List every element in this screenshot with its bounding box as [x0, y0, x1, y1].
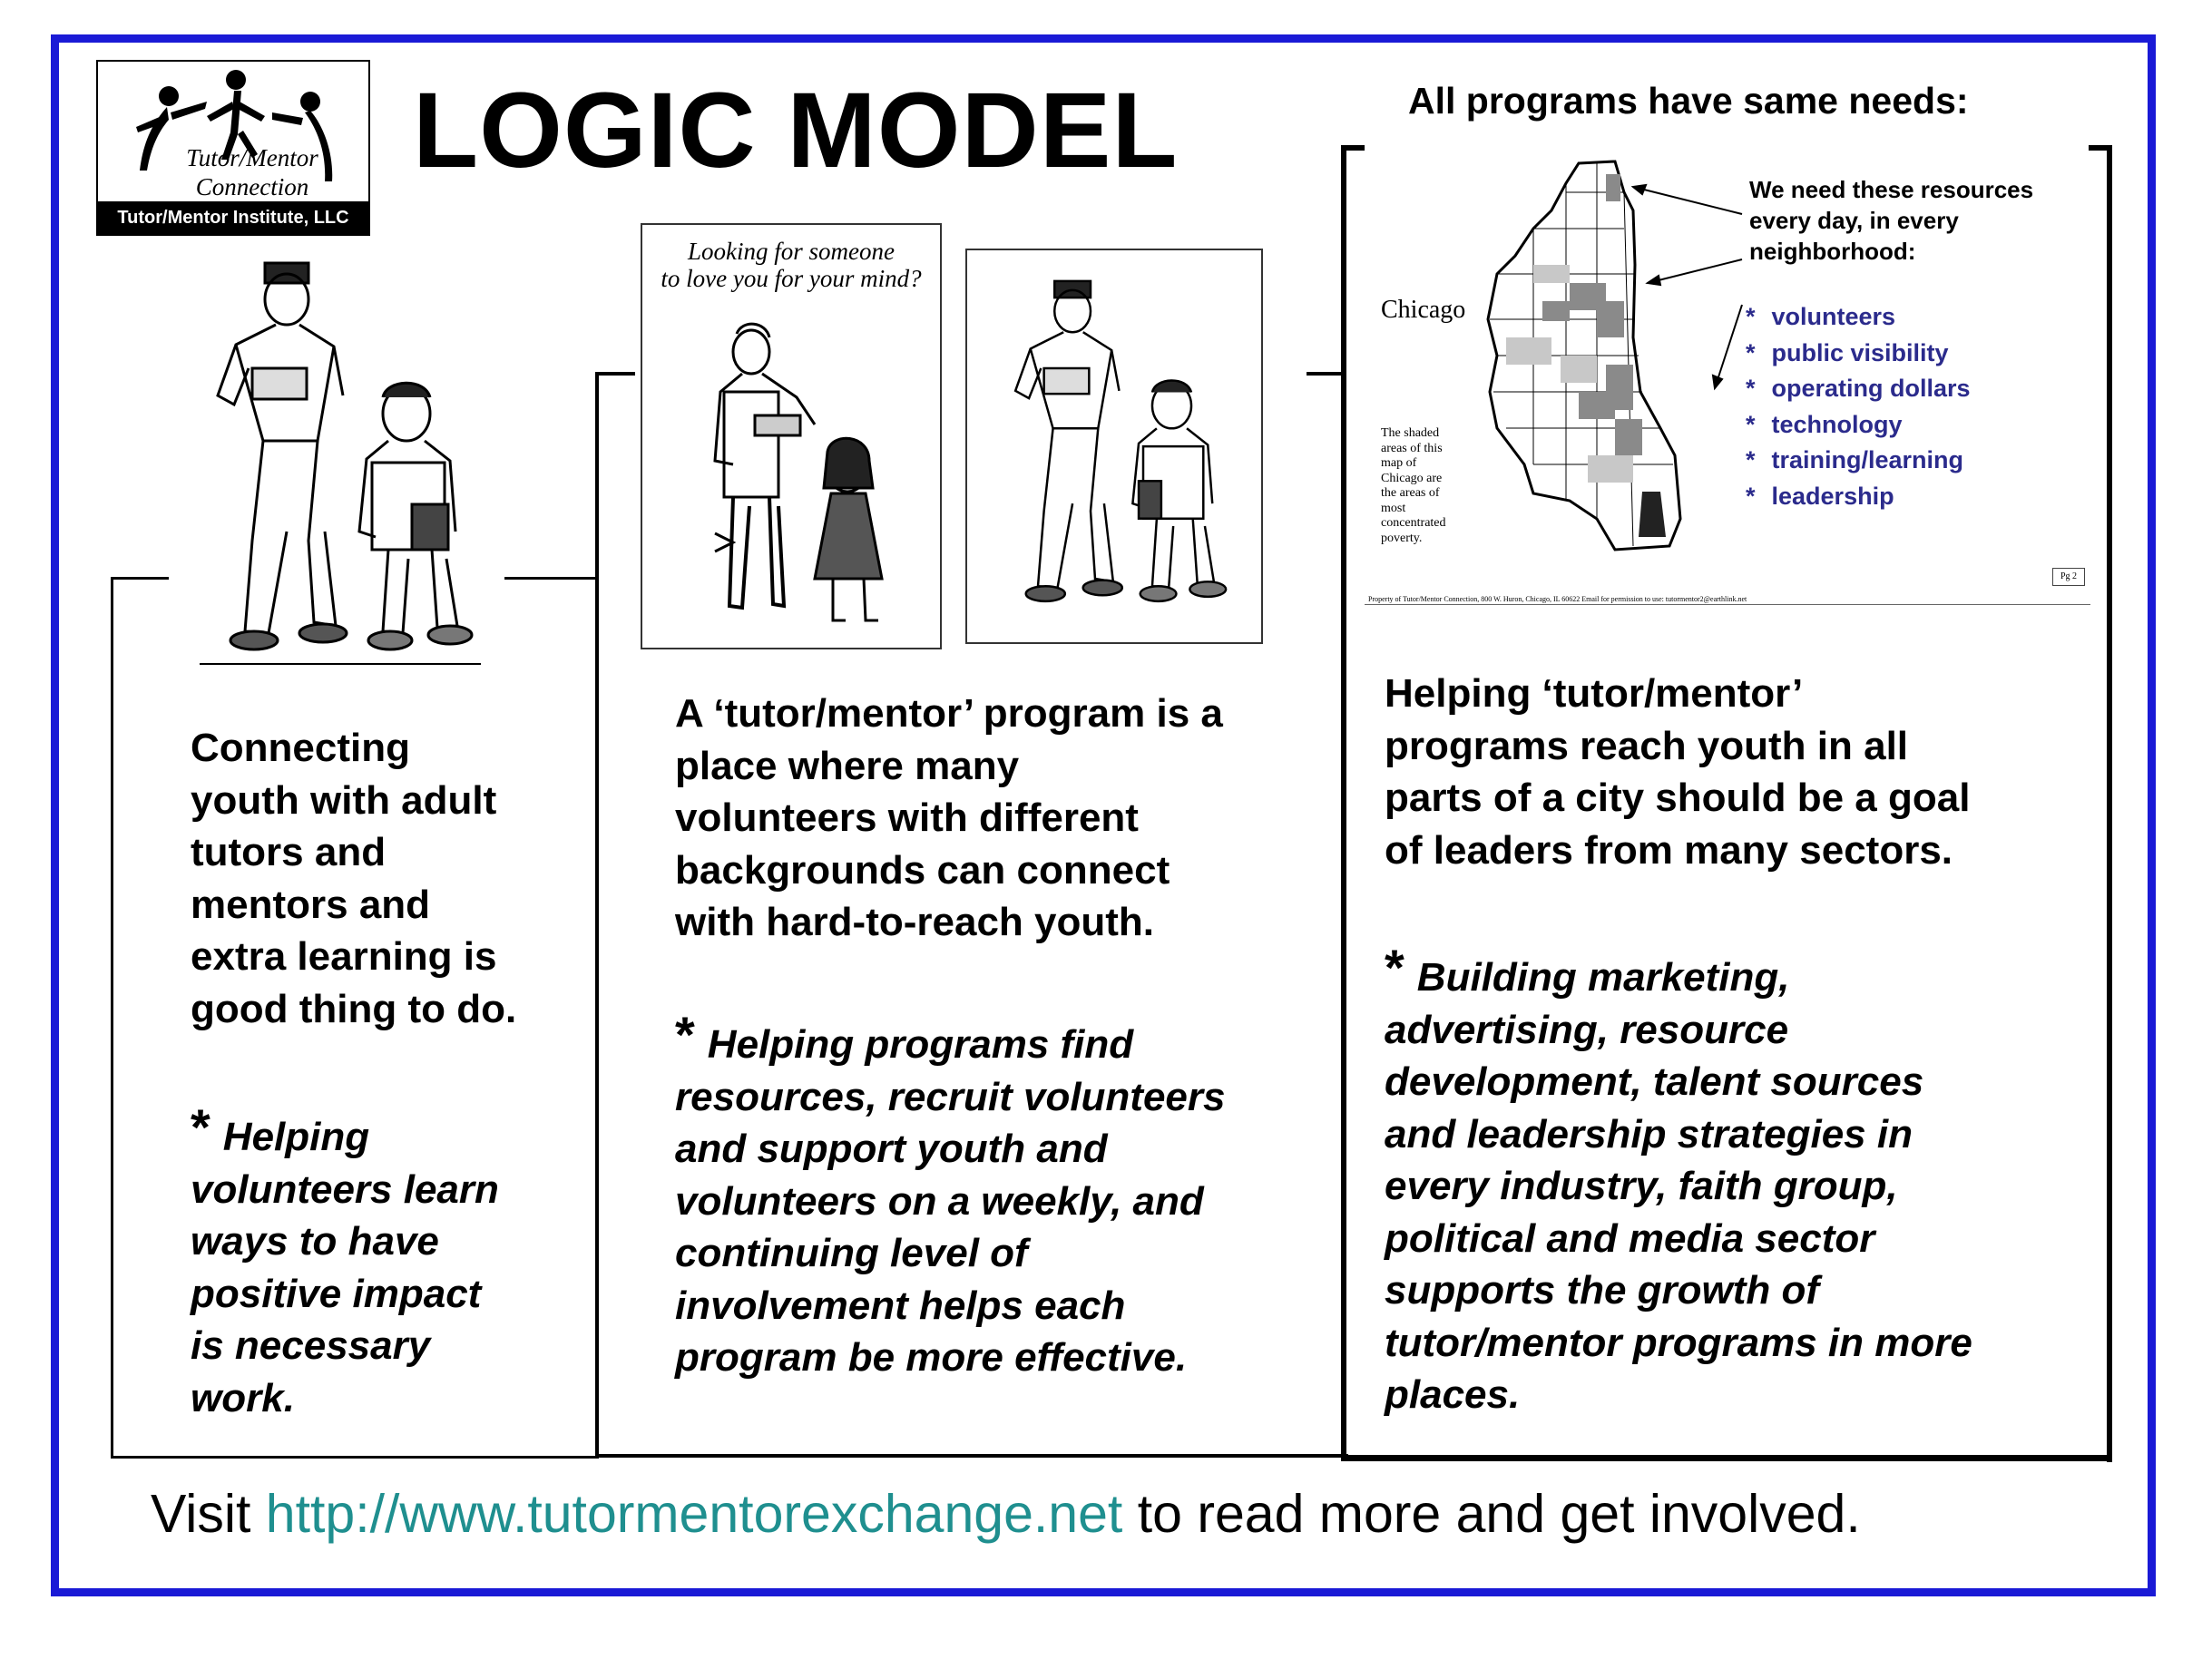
col1-star-line: is necessary [191, 1323, 431, 1368]
map-city-label: Chicago [1381, 296, 1466, 324]
asterisk-icon: * [191, 1098, 210, 1156]
needs-heading-line: every day, in every [1749, 207, 1959, 234]
need-label: technology [1771, 410, 1903, 438]
col1-line: youth with adult [191, 777, 497, 823]
bullet-icon: * [1746, 446, 1756, 474]
col2-statement [675, 688, 1223, 949]
asterisk-icon: * [1385, 939, 1405, 996]
tutor-and-youth-illustration-2 [985, 261, 1248, 633]
map-divider [1365, 604, 2090, 605]
col3-star-line: and leadership strategies in [1385, 1111, 1913, 1156]
needs-heading-line: We need these resources [1749, 176, 2034, 203]
col3-star-line: supports the growth of [1385, 1268, 1820, 1313]
needs-heading [1749, 174, 2085, 267]
col2-line: A ‘tutor/mentor’ program is a [675, 691, 1223, 736]
col3-star-line: development, talent sources [1385, 1059, 1924, 1104]
col1-line: good thing to do. [191, 986, 517, 1031]
col3-line: parts of a city should be a goal [1385, 776, 1971, 820]
tutor-and-youth-illustration [181, 259, 499, 668]
asterisk-icon: * [675, 1006, 695, 1063]
step1-top-left [111, 577, 169, 580]
col3-action [1385, 939, 1972, 1421]
needs-header: All programs have same needs: [1408, 80, 1969, 122]
step1-left [111, 577, 113, 1459]
page-number: Pg 2 [2052, 568, 2085, 586]
poster-caption-line2: to love you for your mind? [661, 265, 922, 292]
col1-line: extra learning is [191, 934, 497, 979]
col3-star-line: political and media sector [1385, 1215, 1875, 1261]
col3-statement [1385, 668, 1970, 876]
exchange-link[interactable]: http://www.tutormentorexchange.net [265, 1484, 1123, 1544]
map-fine-print: Property of Tutor/Mentor Connection, 800 W. Huron, Chicago, IL 60622 Email for permission to use: tutormentor2@earthlink.net [1368, 595, 1747, 603]
col1-action [191, 1098, 499, 1424]
tutor-and-girl-illustration [679, 316, 915, 642]
map-note-line: map of [1381, 456, 1417, 470]
col2-star-line: Helping programs find [707, 1022, 1134, 1067]
logo-name-line1: Tutor/Mentor [186, 144, 318, 171]
col2-star-line: continuing level of [675, 1231, 1028, 1275]
page-title: LOGIC MODEL [413, 71, 1179, 190]
logo-name-line2: Connection [195, 173, 309, 200]
step3-bottom [1341, 1455, 2112, 1461]
col1-line: Connecting [191, 726, 410, 770]
map-note-line: The shaded [1381, 426, 1440, 440]
step2-bottom [595, 1454, 1348, 1458]
map-note-line: poverty. [1381, 531, 1423, 545]
logo-institute-bar: Tutor/Mentor Institute, LLC [98, 201, 368, 234]
col3-star-line: every industry, faith group, [1385, 1164, 1898, 1208]
col1-line: tutors and [191, 830, 387, 874]
logo-name [161, 143, 343, 201]
step3-right [2107, 145, 2112, 1462]
need-label: training/learning [1771, 446, 1964, 474]
col3-star-line: places. [1385, 1372, 1521, 1417]
list-item [1746, 371, 1971, 407]
step2-top-left [595, 372, 635, 376]
step1-bottom [111, 1456, 599, 1459]
col1-star-line: positive impact [191, 1271, 482, 1316]
need-label: operating dollars [1771, 375, 1971, 403]
step2-top-right [1307, 372, 1343, 376]
map-note-line: most [1381, 501, 1406, 515]
footer-prefix: Visit [151, 1484, 266, 1544]
footer-suffix: to read more and get involved. [1122, 1484, 1861, 1544]
list-item [1746, 443, 1971, 479]
col1-star-line: work. [191, 1375, 295, 1420]
col2-star-line: and support youth and [675, 1127, 1108, 1171]
need-label: leadership [1771, 482, 1894, 510]
col1-star-line: Helping [222, 1115, 370, 1159]
col2-line: with hard-to-reach youth. [675, 900, 1154, 944]
col2-star-line: involvement helps each [675, 1283, 1126, 1328]
needs-list [1746, 299, 1971, 515]
bullet-icon: * [1746, 375, 1756, 403]
col1-statement [191, 722, 516, 1035]
step2-left [595, 372, 599, 1459]
col3-star-line: tutor/mentor programs in more [1385, 1320, 1972, 1365]
poster-caption-line1: Looking for someone [688, 238, 895, 265]
map-note-line: concentrated [1381, 516, 1446, 530]
col2-action [675, 1006, 1226, 1384]
need-label: volunteers [1771, 303, 1896, 330]
step1-top-right [504, 577, 595, 580]
col2-star-line: program be more effective. [675, 1335, 1188, 1380]
col3-line: of leaders from many sectors. [1385, 827, 1953, 873]
tutor-mentor-logo [96, 60, 370, 236]
map-note-line: the areas of [1381, 486, 1440, 500]
bullet-icon: * [1746, 338, 1756, 366]
list-item [1746, 336, 1971, 372]
step3-left [1341, 145, 1346, 1460]
list-item [1746, 299, 1971, 336]
col2-line: volunteers with different [675, 795, 1139, 840]
bullet-icon: * [1746, 482, 1756, 510]
list-item [1746, 407, 1971, 444]
poster-panel-boy [965, 249, 1263, 644]
bullet-icon: * [1746, 303, 1756, 330]
map-note-line: areas of this [1381, 441, 1443, 455]
col1-star-line: ways to have [191, 1219, 439, 1264]
footer-cta [151, 1482, 1861, 1546]
col2-line: backgrounds can connect [675, 847, 1170, 893]
map-pointer-arrows [1615, 178, 1751, 395]
col2-star-line: volunteers on a weekly, and [675, 1178, 1204, 1224]
poster-panel-girl [641, 223, 942, 649]
col3-star-line: Building marketing, [1416, 955, 1790, 1000]
col2-star-line: resources, recruit volunteers [675, 1074, 1226, 1119]
map-note [1381, 426, 1481, 546]
list-item [1746, 479, 1971, 515]
needs-heading-line: neighborhood: [1749, 238, 1916, 265]
need-label: public visibility [1771, 338, 1949, 366]
col1-line: mentors and [191, 882, 431, 927]
col2-line: place where many [675, 743, 1020, 788]
col1-star-line: volunteers learn [191, 1166, 499, 1212]
col3-line: Helping ‘tutor/mentor’ [1385, 671, 1804, 716]
col3-star-line: advertising, resource [1385, 1007, 1789, 1052]
map-note-line: Chicago are [1381, 471, 1443, 485]
bullet-icon: * [1746, 410, 1756, 438]
col3-line: programs reach youth in all [1385, 723, 1909, 768]
